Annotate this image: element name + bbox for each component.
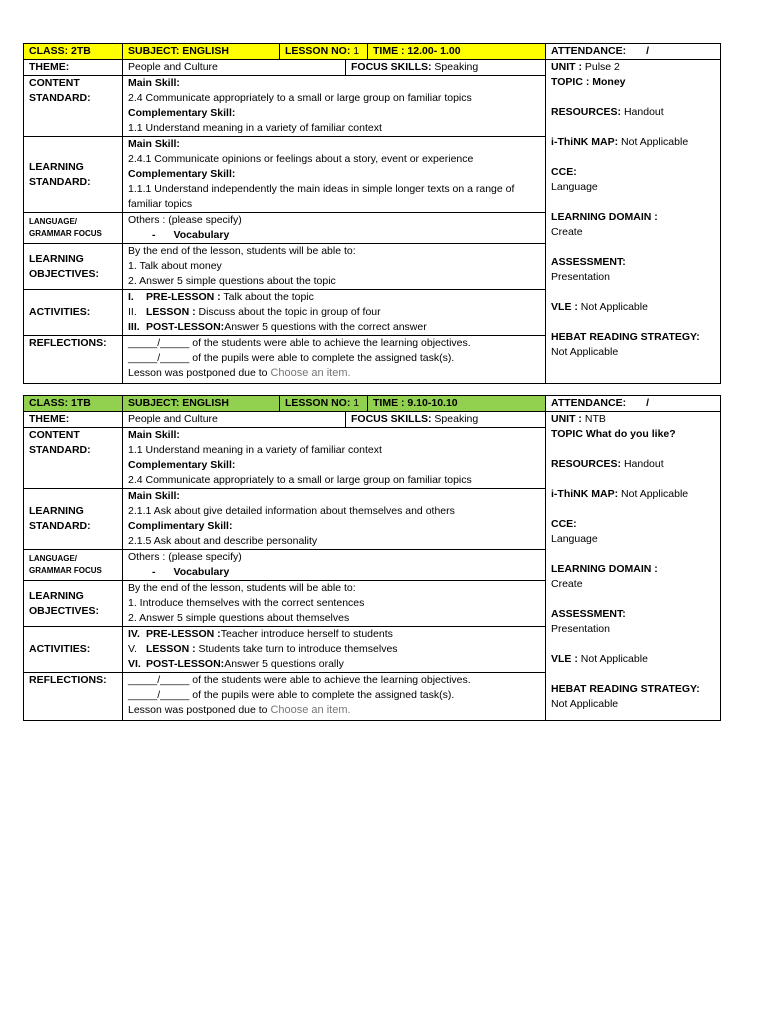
- activity-item: [128, 320, 540, 335]
- hebat-reading-value: Not Applicable: [551, 698, 619, 710]
- language-label-cell: [24, 213, 123, 244]
- learning-standard-label: LEARNING: [29, 160, 84, 173]
- ithink-map-label: i-ThiNK MAP:: [551, 488, 619, 500]
- assessment-label: ASSESSMENT:: [551, 256, 626, 268]
- focus-skills-label: FOCUS SKILLS:: [351, 61, 432, 73]
- activity-item: [128, 305, 540, 320]
- activity-number: I.: [128, 291, 134, 303]
- attendance-label: ATTENDANCE:: [551, 45, 627, 57]
- lesson-plan-table: [23, 43, 721, 384]
- objective-item: 1. Talk about money: [128, 260, 222, 272]
- learning-standard-label-cell: [24, 137, 123, 213]
- content-standard-label: CONTENT: [29, 429, 80, 441]
- activities-cell: [123, 627, 546, 673]
- cce-label: CCE:: [551, 166, 577, 178]
- content-standard-label-2: STANDARD:: [29, 444, 91, 456]
- vocabulary: Vocabulary: [173, 229, 230, 241]
- attendance-cell: [546, 396, 721, 412]
- reflections-cell: [123, 673, 546, 721]
- activity-text: Answer 5 questions orally: [224, 658, 344, 670]
- focus-skills-value: Speaking: [434, 413, 479, 425]
- learning-domain-value: Create: [551, 578, 583, 590]
- activities-label: ACTIVITIES:: [29, 643, 91, 655]
- objective-item: 2. Answer 5 simple questions about the topic: [128, 275, 336, 287]
- objective-item: 2. Answer 5 simple questions about themselves: [128, 612, 350, 624]
- activity-text: Talk about the topic: [220, 291, 314, 303]
- theme-value-cell: [123, 412, 346, 428]
- objective-item: 1. Introduce themselves with the correct sentences: [128, 597, 365, 609]
- content-complementary-skill: 1.1 Understand meaning in a variety of familiar context: [128, 122, 382, 134]
- content-standard-label: CONTENT: [29, 77, 80, 89]
- resources-value: Handout: [623, 458, 664, 470]
- activities-cell: [123, 290, 546, 336]
- theme-value: People and Culture: [128, 61, 218, 73]
- content-standard-cell: [123, 428, 546, 489]
- reflections-cell: [123, 336, 546, 384]
- theme-label: THEME:: [29, 413, 70, 425]
- objectives-intro: By the end of the lesson, students will be able to:: [128, 245, 356, 257]
- reflection-objectives: _____/_____ of the students were able to achieve the learning objectives.: [128, 674, 471, 686]
- attendance-slash: /: [646, 397, 649, 409]
- subject-label: SUBJECT: ENGLISH: [128, 45, 229, 57]
- vocab-dash: -: [152, 566, 156, 578]
- theme-label-cell: [24, 412, 123, 428]
- focus-skills-cell: [346, 412, 546, 428]
- learning-standard-label-cell: [24, 489, 123, 550]
- activity-title: POST-LESSON:: [146, 321, 225, 333]
- assessment-value: Presentation: [551, 271, 610, 283]
- theme-row: [24, 60, 721, 76]
- ithink-map-label: i-ThiNK MAP:: [551, 136, 619, 148]
- objectives-label: LEARNING: [29, 589, 84, 602]
- content-complementary-title: Complementary Skill:: [128, 107, 236, 119]
- attendance-cell: [546, 44, 721, 60]
- assessment-value: Presentation: [551, 623, 610, 635]
- reflection-postponed: Lesson was postponed due to: [128, 367, 271, 379]
- activity-title: LESSON :: [146, 306, 196, 318]
- activity-number: IV.: [128, 628, 140, 640]
- language-cell: [123, 213, 546, 244]
- learning-domain-label: LEARNING DOMAIN :: [551, 563, 658, 575]
- resources-label: RESOURCES:: [551, 458, 622, 470]
- choose-item-dropdown[interactable]: Choose an item.: [270, 367, 351, 379]
- activities-label: ACTIVITIES:: [29, 306, 91, 318]
- activity-text: Teacher introduce herself to students: [220, 628, 393, 640]
- header-row: [24, 396, 721, 412]
- activity-title: PRE-LESSON :: [146, 628, 221, 640]
- cce-value: Language: [551, 533, 598, 545]
- reflections-label-cell: [24, 673, 123, 721]
- class-cell: [24, 44, 123, 60]
- learning-domain-label: LEARNING DOMAIN :: [551, 211, 658, 223]
- learning-complementary-skill: 2.1.5 Ask about and describe personality: [128, 535, 318, 547]
- learning-main-skill-title: Main Skill:: [128, 490, 180, 502]
- objectives-label-cell: [24, 244, 123, 290]
- objectives-intro: By the end of the lesson, students will be able to:: [128, 582, 356, 594]
- vocabulary: Vocabulary: [173, 566, 230, 578]
- vle-label: VLE :: [551, 301, 578, 313]
- reflections-label-cell: [24, 336, 123, 384]
- topic-label: TOPIC :: [551, 76, 590, 88]
- time-cell: [368, 44, 546, 60]
- time-label: TIME : 12.00- 1.00: [373, 45, 461, 57]
- objectives-label: LEARNING: [29, 252, 84, 265]
- class-label: CLASS: 1TB: [29, 397, 91, 409]
- language-cell: [123, 550, 546, 581]
- learning-main-skill: 2.4.1 Communicate opinions or feelings about a story, event or experience: [128, 153, 474, 165]
- activity-text: Students take turn to introduce themselves: [195, 643, 398, 655]
- grammar-focus-label: GRAMMAR FOCUS: [29, 566, 102, 575]
- learning-main-skill: 2.1.1 Ask about give detailed information about themselves and others: [128, 505, 455, 517]
- activity-text: Discuss about the topic in group of four: [195, 306, 381, 318]
- ithink-map-value: Not Applicable: [621, 136, 689, 148]
- lesson-no-value: 1: [353, 45, 360, 57]
- hebat-reading-label: HEBAT READING STRATEGY:: [551, 683, 700, 695]
- content-standard-label-2: STANDARD:: [29, 92, 91, 104]
- time-cell: [368, 396, 546, 412]
- attendance-label: ATTENDANCE:: [551, 397, 627, 409]
- activities-label-cell: [24, 627, 123, 673]
- reflection-objectives: _____/_____ of the students were able to achieve the learning objectives.: [128, 337, 471, 349]
- learning-main-skill-title: Main Skill:: [128, 138, 180, 150]
- vle-value: Not Applicable: [580, 301, 648, 313]
- theme-row: [24, 412, 721, 428]
- content-main-skill-title: Main Skill:: [128, 429, 180, 441]
- resources-value: Handout: [623, 106, 664, 118]
- content-complementary-skill: 2.4 Communicate appropriately to a small or large group on familiar topics: [128, 474, 472, 486]
- side-info-cell: [546, 412, 721, 721]
- reflection-tasks: _____/_____ of the pupils were able to complete the assigned task(s).: [128, 352, 455, 364]
- vle-value: Not Applicable: [580, 653, 648, 665]
- theme-value: People and Culture: [128, 413, 218, 425]
- reflection-tasks: _____/_____ of the pupils were able to complete the assigned task(s).: [128, 689, 455, 701]
- objectives-label-cell: [24, 581, 123, 627]
- reflections-label: REFLECTIONS:: [29, 337, 107, 349]
- focus-skills-cell: [346, 60, 546, 76]
- content-standard-cell: [123, 76, 546, 137]
- assessment-label: ASSESSMENT:: [551, 608, 626, 620]
- activities-label-cell: [24, 290, 123, 336]
- subject-cell: [123, 44, 280, 60]
- lesson-no-value: 1: [353, 397, 360, 409]
- lesson-plan-table: [23, 395, 721, 721]
- topic-value: What do you like?: [585, 428, 676, 440]
- activity-number: II.: [128, 306, 137, 318]
- class-cell: [24, 396, 123, 412]
- activity-item: [128, 627, 540, 642]
- lesson-plan-1: [23, 43, 720, 384]
- objectives-label-2: OBJECTIVES:: [29, 267, 100, 280]
- content-standard-label-cell: [24, 428, 123, 489]
- subject-label: SUBJECT: ENGLISH: [128, 397, 229, 409]
- vocab-dash: -: [152, 229, 156, 241]
- language-label-cell: [24, 550, 123, 581]
- learning-standard-label-2: STANDARD:: [29, 520, 91, 532]
- activity-title: PRE-LESSON :: [146, 291, 221, 303]
- activity-number: VI.: [128, 658, 141, 670]
- reflections-label: REFLECTIONS:: [29, 674, 107, 686]
- activity-number: V.: [128, 643, 137, 655]
- focus-skills-label: FOCUS SKILLS:: [351, 413, 432, 425]
- lesson-no-label: LESSON NO:: [285, 45, 351, 57]
- attendance-slash: /: [646, 45, 650, 57]
- cce-label: CCE:: [551, 518, 577, 530]
- resources-label: RESOURCES:: [551, 106, 622, 118]
- topic-value: Money: [592, 76, 626, 88]
- theme-label: THEME:: [29, 61, 70, 73]
- reflection-postponed: Lesson was postponed due to: [128, 704, 271, 716]
- class-label: CLASS: 2TB: [29, 45, 91, 57]
- activity-text: Answer 5 questions with the correct answer: [224, 321, 427, 333]
- objectives-cell: [123, 244, 546, 290]
- learning-domain-value: Create: [551, 226, 583, 238]
- grammar-focus-label: GRAMMAR FOCUS: [29, 229, 102, 238]
- theme-label-cell: [24, 60, 123, 76]
- lesson-no-cell: [280, 44, 368, 60]
- ithink-map-value: Not Applicable: [621, 488, 689, 500]
- unit-label: UNIT :: [551, 61, 582, 73]
- activity-title: POST-LESSON:: [146, 658, 225, 670]
- learning-standard-label: LEARNING: [29, 505, 84, 517]
- header-row: [24, 44, 721, 60]
- subject-cell: [123, 396, 280, 412]
- lesson-plan-2: [23, 395, 720, 721]
- vle-label: VLE :: [551, 653, 578, 665]
- activity-item: [128, 657, 540, 672]
- content-standard-label-cell: [24, 76, 123, 137]
- unit-label: UNIT :: [551, 413, 582, 425]
- theme-value-cell: [123, 60, 346, 76]
- unit-value: NTB: [584, 413, 606, 425]
- learning-complementary-skill: 1.1.1 Understand independently the main ideas in simple longer texts on a range of familiar topics: [128, 183, 515, 210]
- objectives-label-2: OBJECTIVES:: [29, 604, 100, 617]
- content-main-skill: 1.1 Understand meaning in a variety of familiar context: [128, 444, 382, 456]
- lesson-no-label: LESSON NO:: [285, 397, 351, 409]
- unit-value: Pulse 2: [584, 61, 620, 73]
- activity-item: [128, 290, 540, 305]
- learning-complementary-title: Complementary Skill:: [128, 168, 236, 180]
- choose-item-dropdown[interactable]: Choose an item.: [270, 704, 351, 716]
- learning-standard-label-2: STANDARD:: [29, 175, 91, 188]
- learning-complementary-title: Complimentary Skill:: [128, 520, 233, 532]
- learning-standard-cell: [123, 489, 546, 550]
- learning-standard-cell: [123, 137, 546, 213]
- content-complementary-title: Complementary Skill:: [128, 459, 236, 471]
- language-others: Others : (please specify): [128, 551, 242, 563]
- activity-item: [128, 642, 540, 657]
- language-label: LANGUAGE/: [29, 554, 77, 563]
- topic-label: TOPIC: [551, 428, 583, 440]
- side-info-cell: [546, 60, 721, 384]
- time-label: TIME : 9.10-10.10: [373, 397, 458, 409]
- activity-number: III.: [128, 321, 140, 333]
- language-others: Others : (please specify): [128, 214, 242, 226]
- lesson-no-cell: [280, 396, 368, 412]
- content-main-skill-title: Main Skill:: [128, 77, 180, 89]
- language-label: LANGUAGE/: [29, 217, 77, 226]
- hebat-reading-value: Not Applicable: [551, 346, 619, 358]
- content-main-skill: 2.4 Communicate appropriately to a small or large group on familiar topics: [128, 92, 472, 104]
- cce-value: Language: [551, 181, 598, 193]
- activity-title: LESSON :: [146, 643, 196, 655]
- hebat-reading-label: HEBAT READING STRATEGY:: [551, 331, 700, 343]
- focus-skills-value: Speaking: [434, 61, 479, 73]
- objectives-cell: [123, 581, 546, 627]
